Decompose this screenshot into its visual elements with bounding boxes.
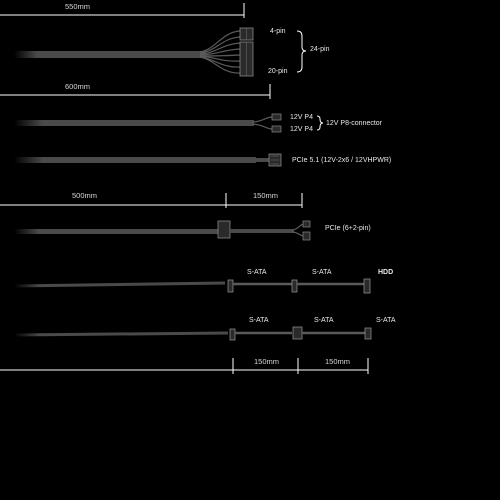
atx-24pin-cable	[0, 3, 306, 76]
label-24pin: 24-pin	[310, 46, 330, 53]
label-20pin: 20-pin	[268, 68, 288, 75]
sata2-plug-b	[293, 327, 302, 339]
label-sata1-b: S-ATA	[312, 269, 332, 276]
pcie-6pin-plug	[303, 221, 310, 227]
label-eps-a: 12V P4	[290, 114, 313, 121]
label-4pin: 4-pin	[270, 28, 286, 35]
hdd-plug	[364, 279, 370, 293]
sata-cable-2	[0, 327, 371, 374]
pcie5-cable	[14, 154, 281, 166]
sata1-plug-a	[228, 280, 233, 292]
pcie-daisy-plug	[218, 221, 230, 238]
sata1-plug-b	[292, 280, 297, 292]
label-sata2-c: S-ATA	[376, 317, 396, 324]
label-eps-b: 12V P4	[290, 126, 313, 133]
pcie5-cable-sleeve	[14, 157, 256, 163]
label-sata2-b: S-ATA	[314, 317, 334, 324]
label-sata1-a: S-ATA	[247, 269, 267, 276]
sata-cable-1	[14, 279, 370, 293]
sata2-plug-c	[365, 328, 371, 339]
eps-plug-a	[272, 114, 281, 120]
dim-label-600: 600mm	[65, 82, 91, 91]
pcie-cable-sleeve	[14, 229, 220, 234]
dim-label-sata-150-a: 150mm	[254, 357, 280, 366]
label-pcie5: PCIe 5.1 (12V-2x6 / 12VHPWR)	[292, 157, 392, 164]
pcie-2pin-plug	[303, 232, 310, 240]
sata2-plug-a	[230, 329, 235, 340]
label-eps-group: 12V P8-connector	[326, 120, 383, 127]
label-sata2-a: S-ATA	[249, 317, 269, 324]
atx-brace	[297, 31, 306, 72]
eps-cable	[0, 84, 323, 132]
atx-cable-sleeve	[14, 51, 206, 58]
eps-brace	[317, 116, 323, 130]
eps-cable-sleeve	[14, 120, 254, 126]
label-hdd: HDD	[378, 269, 394, 276]
dim-label-550: 550mm	[65, 2, 91, 11]
eps-plug-b	[272, 126, 281, 132]
label-pcie: PCIe (6+2-pin)	[325, 225, 371, 232]
dim-label-sata-150-b: 150mm	[325, 357, 351, 366]
pcie-cable	[0, 193, 310, 240]
dim-label-pcie-150: 150mm	[253, 191, 279, 200]
dim-label-500: 500mm	[72, 191, 98, 200]
